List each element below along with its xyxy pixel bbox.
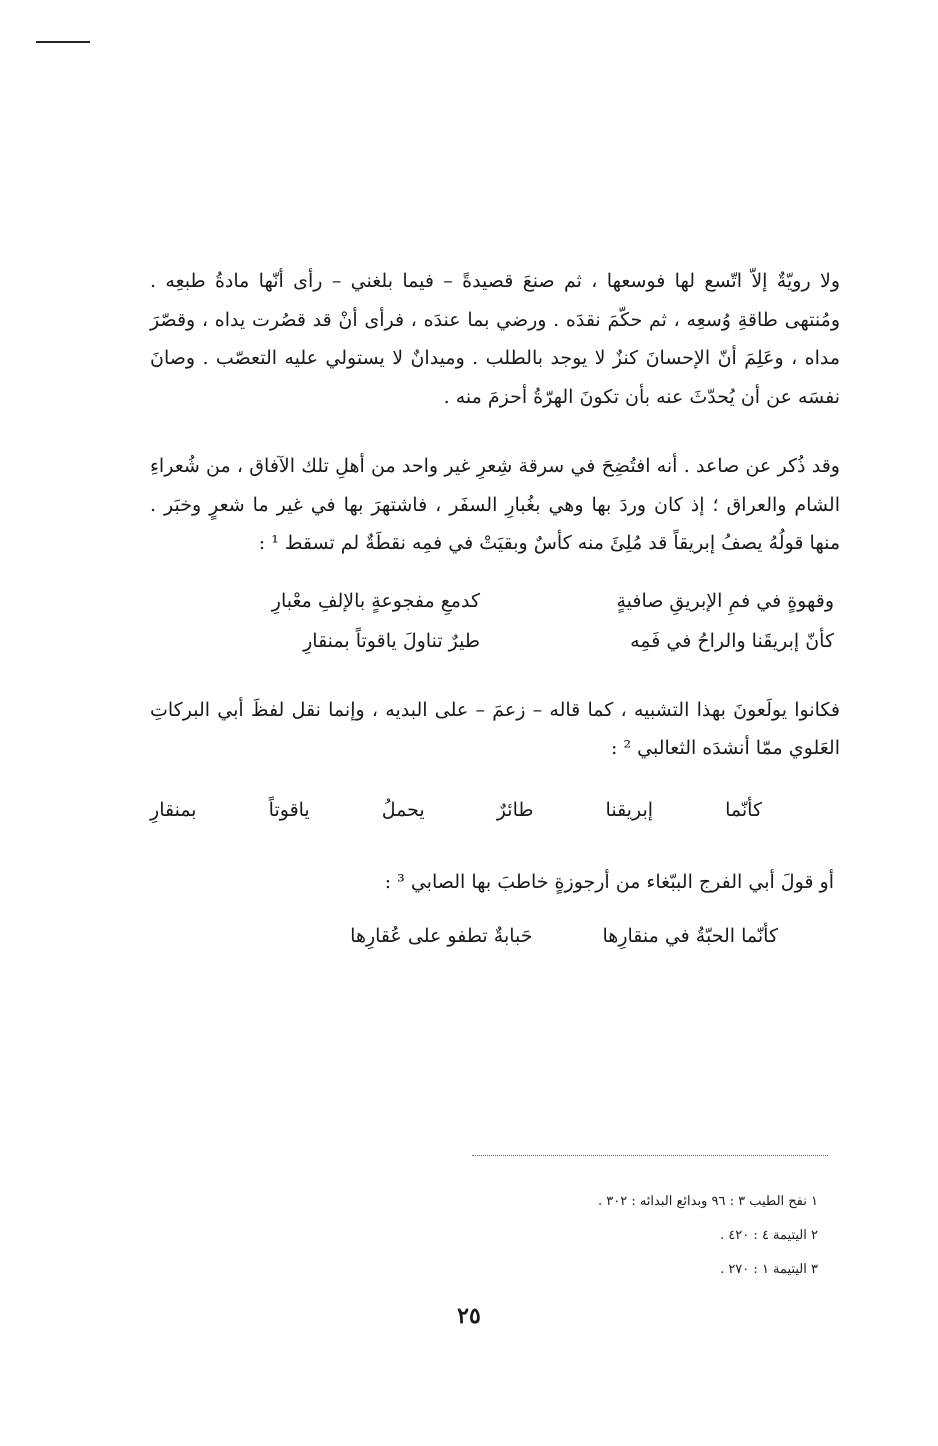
poem-verses bbox=[150, 581, 840, 661]
paragraph: وقد ذُكر عن صاعد . أنه افتُضِحَ في سرقة شِعرِ غير واحد من أهلِ تلك الآفاق ، من شُعراءِ الشام والعراق ؛ إذ كان وردَ بها وهي بغُبارِ السفَر ، فاشتهرَ بها في غير ما شعرٍ وخبَر . منها قولُهُ يصفُ إبريقاً قد مُلِئَ منه كأسٌ وبقيَتْ في فمِه نقطَةٌ لم تسقط ¹ : bbox=[150, 455, 840, 554]
verse-word: طائرٌ bbox=[496, 798, 534, 821]
verse-line bbox=[150, 581, 840, 621]
footnote-separator bbox=[472, 1155, 828, 1156]
verse-word: بمنقارِ bbox=[150, 798, 197, 821]
hemistich: كأنّ إبريقَنا والراحُ في فَمِه bbox=[630, 629, 834, 652]
footnotes bbox=[470, 1185, 818, 1287]
verse-word: يحملُ bbox=[381, 798, 425, 821]
hemistich: طيرٌ تناولَ ياقوتاً بمنقارِ bbox=[303, 629, 480, 652]
hemistich: كدمعِ مفجوعةٍ بالإلفِ معْبارِ bbox=[271, 589, 480, 612]
verse-word: إبريقنا bbox=[605, 798, 654, 821]
page-body bbox=[150, 262, 840, 956]
footnote: ٢ اليتيمة ٤ : ٤٢٠ . bbox=[720, 1228, 818, 1243]
verse-line bbox=[150, 916, 840, 956]
footnote: ٣ اليتيمة ١ : ٢٧٠ . bbox=[720, 1262, 818, 1277]
verse-word: ياقوتاً bbox=[268, 798, 310, 821]
page-number: ٢٥ bbox=[457, 1303, 481, 1329]
verse-line bbox=[150, 790, 840, 830]
paragraph: أو قولَ أبي الفرج الببّغاء من أرجوزةٍ خاطبَ بها الصابي ³ : bbox=[384, 870, 834, 893]
paragraph: فكانوا يولَعونَ بهذا التشبيه ، كما قاله – زعمَ – على البديه ، وإنما نقل لفظَ أبي البركاتِ العَلوي ممّا أنشدَه الثعالبي ² : bbox=[150, 698, 840, 759]
verse-line bbox=[150, 621, 840, 661]
hemistich: كأنّما الحبّةُ في منقارِها bbox=[602, 924, 778, 947]
paragraph: ولا رويّةٌ إلاّ اتّسع لها فوسعها ، ثم صنعَ قصيدةً – فيما بلغني – رأى أنّها مادةُ طبعِه . ومُنتهى طاقةِ وُسعِه ، ثم حكّمَ نقدَه . ورضي بما عندَه ، فرأى أنْ قد قصُرت يداه ، وقصّرَ مداه ، وعَلِمَ أنّ الإحسانَ كنزٌ لا يوجد بالطلب . وميدانٌ لا يستولي عليه التعصّب . وصانَ نفسَه عن أن يُحدّثَ عنه بأن تكونَ الهرّةُ أحزمَ منه . bbox=[150, 270, 840, 408]
footnote: ١ نفح الطيب ٣ : ٩٦ وبدائع البدائه : ٣٠٢ . bbox=[597, 1194, 818, 1209]
header-rule bbox=[36, 41, 90, 43]
hemistich: حَبابةٌ تطفو على عُقارِها bbox=[350, 924, 533, 947]
hemistich: وقهوةٍ في فمِ الإبريقِ صافيةٍ bbox=[616, 589, 834, 612]
verse-word: كأنّما bbox=[725, 798, 762, 821]
